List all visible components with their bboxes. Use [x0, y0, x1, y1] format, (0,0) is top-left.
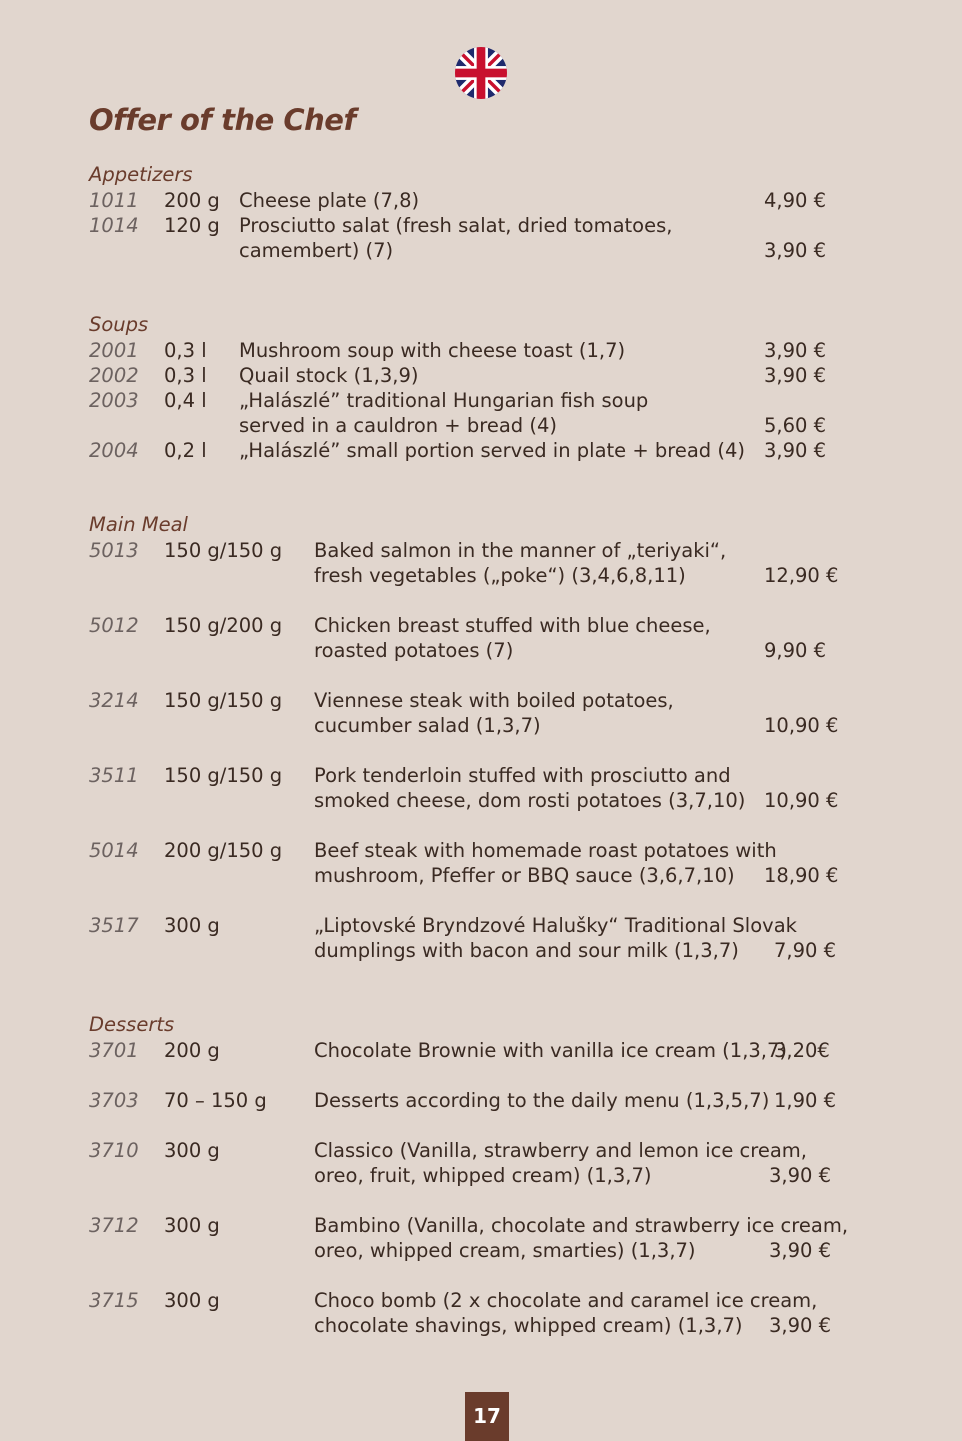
- item-price: 3,90 €: [764, 439, 827, 462]
- item-description: served in a cauldron + bread (4): [239, 414, 557, 437]
- item-code: 3701: [89, 1039, 139, 1062]
- item-weight: 0,3 l: [164, 364, 207, 387]
- item-description: Beef steak with homemade roast potatoes with: [314, 839, 777, 862]
- item-weight: 150 g/200 g: [164, 614, 283, 637]
- item-description: „Halászlé” traditional Hungarian fish soup: [239, 389, 649, 412]
- item-description: roasted potatoes (7): [314, 639, 514, 662]
- item-weight: 0,4 l: [164, 389, 207, 412]
- item-description: Chicken breast stuffed with blue cheese,: [314, 614, 711, 637]
- item-description: chocolate shavings, whipped cream) (1,3,7): [314, 1314, 743, 1337]
- item-price: 9,90 €: [764, 639, 827, 662]
- item-price: 3,90 €: [769, 1314, 832, 1337]
- item-weight: 0,3 l: [164, 339, 207, 362]
- section-header: Soups: [89, 313, 149, 336]
- item-description: Cheese plate (7,8): [239, 189, 420, 212]
- item-price: 3,90 €: [764, 239, 827, 262]
- item-weight: 150 g/150 g: [164, 539, 283, 562]
- item-price: 3,90 €: [764, 364, 827, 387]
- item-description: „Halászlé” small portion served in plate + bread (4): [239, 439, 746, 462]
- item-description: mushroom, Pfeffer or BBQ sauce (3,6,7,10): [314, 864, 735, 887]
- item-price: 3,20€: [774, 1039, 830, 1062]
- item-code: 3715: [89, 1289, 139, 1312]
- item-code: 2001: [89, 339, 139, 362]
- item-description: Baked salmon in the manner of „teriyaki“,: [314, 539, 727, 562]
- item-description: Mushroom soup with cheese toast (1,7): [239, 339, 626, 362]
- item-price: 3,90 €: [764, 339, 827, 362]
- item-weight: 150 g/150 g: [164, 764, 283, 787]
- item-weight: 300 g: [164, 1139, 220, 1162]
- item-weight: 300 g: [164, 914, 220, 937]
- item-description: Quail stock (1,3,9): [239, 364, 419, 387]
- item-code: 3710: [89, 1139, 139, 1162]
- item-price: 7,90 €: [774, 939, 837, 962]
- item-description: fresh vegetables („poke“) (3,4,6,8,11): [314, 564, 686, 587]
- item-weight: 200 g: [164, 189, 220, 212]
- item-description: „Liptovské Bryndzové Halušky“ Traditional Slovak: [314, 914, 797, 937]
- item-code: 1014: [89, 214, 139, 237]
- item-code: 1011: [89, 189, 139, 212]
- item-description: Pork tenderloin stuffed with prosciutto and: [314, 764, 731, 787]
- item-description: Bambino (Vanilla, chocolate and strawberry ice cream,: [314, 1214, 849, 1237]
- item-code: 5013: [89, 539, 139, 562]
- item-price: 1,90 €: [774, 1089, 837, 1112]
- item-weight: 150 g/150 g: [164, 689, 283, 712]
- item-weight: 300 g: [164, 1214, 220, 1237]
- item-description: Chocolate Brownie with vanilla ice cream (1,3,7): [314, 1039, 788, 1062]
- item-weight: 300 g: [164, 1289, 220, 1312]
- item-code: 3214: [89, 689, 139, 712]
- item-description: camembert) (7): [239, 239, 394, 262]
- item-description: oreo, fruit, whipped cream) (1,3,7): [314, 1164, 652, 1187]
- item-description: dumplings with bacon and sour milk (1,3,7): [314, 939, 739, 962]
- item-code: 5012: [89, 614, 139, 637]
- item-code: 3517: [89, 914, 139, 937]
- item-code: 2002: [89, 364, 139, 387]
- item-code: 5014: [89, 839, 139, 862]
- item-price: 3,90 €: [769, 1239, 832, 1262]
- section-header: Main Meal: [89, 513, 188, 536]
- item-price: 18,90 €: [764, 864, 839, 887]
- item-price: 10,90 €: [764, 714, 839, 737]
- item-price: 5,60 €: [764, 414, 827, 437]
- item-description: smoked cheese, dom rosti potatoes (3,7,10): [314, 789, 746, 812]
- item-weight: 200 g: [164, 1039, 220, 1062]
- item-price: 10,90 €: [764, 789, 839, 812]
- item-price: 12,90 €: [764, 564, 839, 587]
- item-description: Prosciutto salat (fresh salat, dried tomatoes,: [239, 214, 673, 237]
- page-number: 17: [465, 1392, 509, 1441]
- section-header: Appetizers: [89, 163, 193, 186]
- item-price: 4,90 €: [764, 189, 827, 212]
- item-weight: 200 g/150 g: [164, 839, 283, 862]
- item-description: oreo, whipped cream, smarties) (1,3,7): [314, 1239, 696, 1262]
- item-code: 2004: [89, 439, 139, 462]
- item-code: 2003: [89, 389, 139, 412]
- item-description: Viennese steak with boiled potatoes,: [314, 689, 674, 712]
- page-title: Offer of the Chef: [89, 103, 356, 137]
- item-weight: 120 g: [164, 214, 220, 237]
- item-description: Classico (Vanilla, strawberry and lemon ice cream,: [314, 1139, 808, 1162]
- item-weight: 70 – 150 g: [164, 1089, 267, 1112]
- item-weight: 0,2 l: [164, 439, 207, 462]
- item-description: Desserts according to the daily menu (1,3,5,7): [314, 1089, 770, 1112]
- item-code: 3703: [89, 1089, 139, 1112]
- item-price: 3,90 €: [769, 1164, 832, 1187]
- section-header: Desserts: [89, 1013, 175, 1036]
- item-description: cucumber salad (1,3,7): [314, 714, 541, 737]
- uk-flag-icon: [455, 47, 507, 99]
- item-description: Choco bomb (2 x chocolate and caramel ice cream,: [314, 1289, 818, 1312]
- item-code: 3712: [89, 1214, 139, 1237]
- item-code: 3511: [89, 764, 139, 787]
